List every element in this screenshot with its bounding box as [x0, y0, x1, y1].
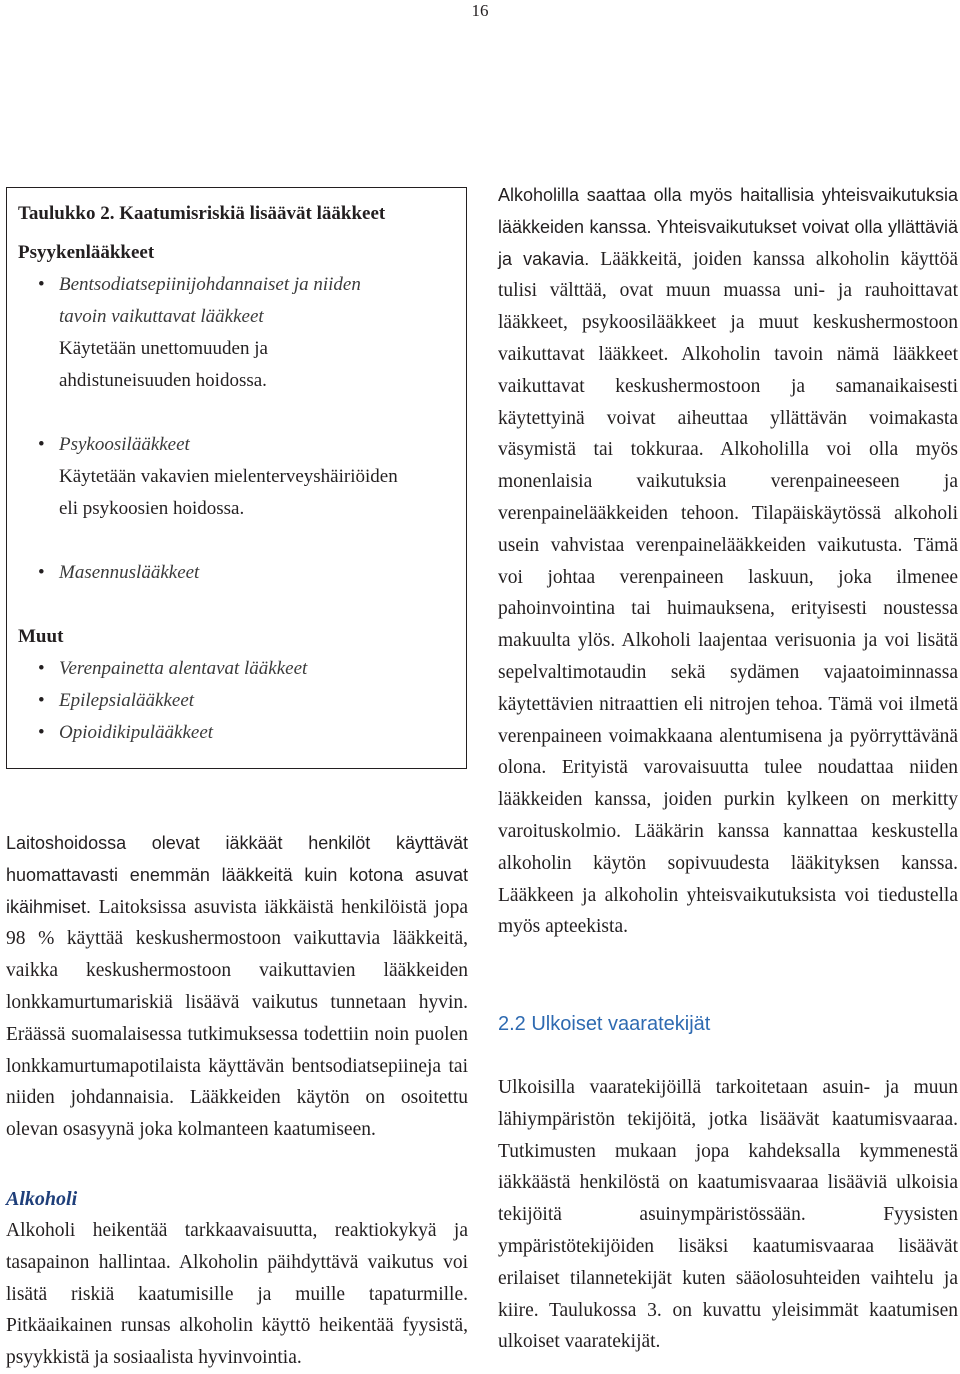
item-name: Opioidikipulääkkeet: [59, 722, 214, 743]
serif-continuation: Laitoksissa asuvista iäkkäistä henkilöistä jopa 98 % käyttää keskushermostoon vaikuttavia lääkkeitä, vaikka keskushermostoon vaikuttavien lääkkeiden lonkkamurtumariskiä lisäävä vaikutus tunnetaan hyvin. Eräässä suomalaisessa tutkimuksessa todettiin noin puolen lonkkamurtumapotilaista käyttävän bentsodiatsepiineja tai niiden johdannaisia. Lääkkeiden käytön on osoitettu olevan osasyynä joka kolmanteen kaatumiseen.: [6, 896, 468, 1141]
table-list-item: [38, 429, 452, 461]
alcohol-heading: Alkoholi: [6, 1188, 78, 1210]
item-name: Psykoosilääkkeet: [59, 434, 190, 455]
item-description: Käytetään vakavien mielenterveyshäiriöiden: [59, 466, 398, 487]
table-title: Taulukko 2. Kaatumisriskiä lisäävät lääkkeet: [18, 203, 386, 224]
bullet-icon: •: [38, 562, 45, 583]
table-category-heading: Psyykenlääkkeet: [18, 242, 155, 263]
item-name: Bentsodiatsepiinijohdannaiset ja niiden: [59, 274, 361, 295]
item-name-continued: tavoin vaikuttavat lääkkeet: [59, 306, 264, 327]
bullet-icon: •: [38, 690, 45, 711]
left-body-text: [6, 828, 468, 1146]
medication-table: [6, 187, 467, 769]
paragraph: [6, 828, 468, 1146]
serif-continuation: Lääkkeitä, joiden kanssa alkoholin käyttöä tulisi välttää, ovat muun muassa uni- ja rauhoittavat lääkkeet, psykoosilääkkeet ja muut keskushermostoon vaikuttavat lääkkeet. Alkoholin tavoin nämä lääkkeet vaikuttavat keskushermostoon ja samanaikaisesti käytettyinä voivat aiheuttaa yllättävän voimakasta väsymistä tai tokkuraa. Alkoholilla voi olla myös monenlaisia vaikutuksia verenpaineeseen ja verenpainelääkkeiden tehoon. Tilapäiskäytössä alkoholi usein vahvistaa verenpainelääkkeiden vaikutusta. Tämä voi johtaa verenpaineen laskuun, joka ilmenee pahoinvointina tai huimauksena, erityisesti noustessa makuulta ylös. Alkoholi laajentaa verisuonia ja voi lisätä sepelvaltimotaudin sekä sydämen vajaatoiminnassa käytettävien nitraattien eli nitrojen tehoa. Tämä voi ilmetä verenpaineen voimakkaana alentumisena ja pyörryttävänä olona. Erityistä varovaisuutta tulee noudattaa niiden lääkkeiden kanssa, joiden purkin kylkeen on merkitty varoituskolmio. Lääkärin kanssa kannattaa keskustella alkoholin käytön sopivuudesta lääkityksen kanssa. Lääkkeen ja alkoholin yhteisvaikutuksista voi tiedustella myös apteekista.: [498, 248, 959, 938]
item-description: ahdistuneisuuden hoidossa.: [59, 370, 267, 391]
item-name: Epilepsialääkkeet: [59, 690, 195, 711]
item-description: eli psykoosien hoidossa.: [59, 498, 245, 519]
table-list-item: [38, 557, 452, 589]
table-category-heading: Muut: [18, 626, 64, 647]
table-list-item: [38, 653, 452, 685]
table-list-item: [38, 685, 452, 717]
bullet-icon: •: [38, 274, 45, 295]
bullet-icon: •: [38, 434, 45, 455]
table-list-item: [38, 717, 452, 749]
alcohol-paragraph: Alkoholi heikentää tarkkaavaisuutta, reaktiokykyä ja tasapainon hallintaa. Alkoholin päihdyttävä vaikutus voi lisätä riskiä kaatumisille ja muille tapaturmille. Pitkäaikainen runsas alkoholin käyttö heikentää fyysistä, psyykkistä ja sosiaalista hyvinvointia.: [6, 1220, 468, 1369]
sans-lead: Laitoshoidossa olevat iäkkäät henkilöt käyttävät huomattavasti enemmän lääkkeitä kuin kotona asuvat ikäihmiset.: [6, 833, 468, 917]
table-list-item: [38, 269, 452, 301]
bullet-icon: •: [38, 658, 45, 679]
item-name: Verenpainetta alentavat lääkkeet: [59, 658, 308, 679]
page-number: 16: [471, 1, 489, 20]
item-description: Käytetään unettomuuden ja: [59, 338, 268, 359]
right-body-text: [498, 180, 958, 943]
item-name: Masennuslääkkeet: [59, 562, 200, 583]
paragraph: [498, 180, 958, 943]
right-body-text-2: Ulkoisilla vaaratekijöillä tarkoitetaan asuin- ja muun lähiympäristön tekijöitä, jotka lisäävät kaatumisvaaraa. Tutkimusten mukaan jopa kahdeksalla kymmenestä iäkkäästä henkilöstä on kaatumisvaaraa lisääviä ulkoisia tekijöitä asuinympäristössään. Fyysisten ympäristötekijöiden lisäksi kaatumisvaaraa lisäävät erilaiset tilannetekijät kuten sääolosuhteiden vaihtelu ja kiire. Taulukossa 3. on kuvattu yleisimmät kaatumisen ulkoiset vaaratekijät.: [498, 1077, 958, 1353]
section-heading: 2.2 Ulkoiset vaaratekijät: [498, 1013, 711, 1035]
sans-lead: Alkoholilla saattaa olla myös haitallisia yhteisvaikutuksia lääkkeiden kanssa. Yhteisvaikutukset voivat olla yllättäviä ja vakavia.: [498, 185, 958, 269]
bullet-icon: •: [38, 722, 45, 743]
